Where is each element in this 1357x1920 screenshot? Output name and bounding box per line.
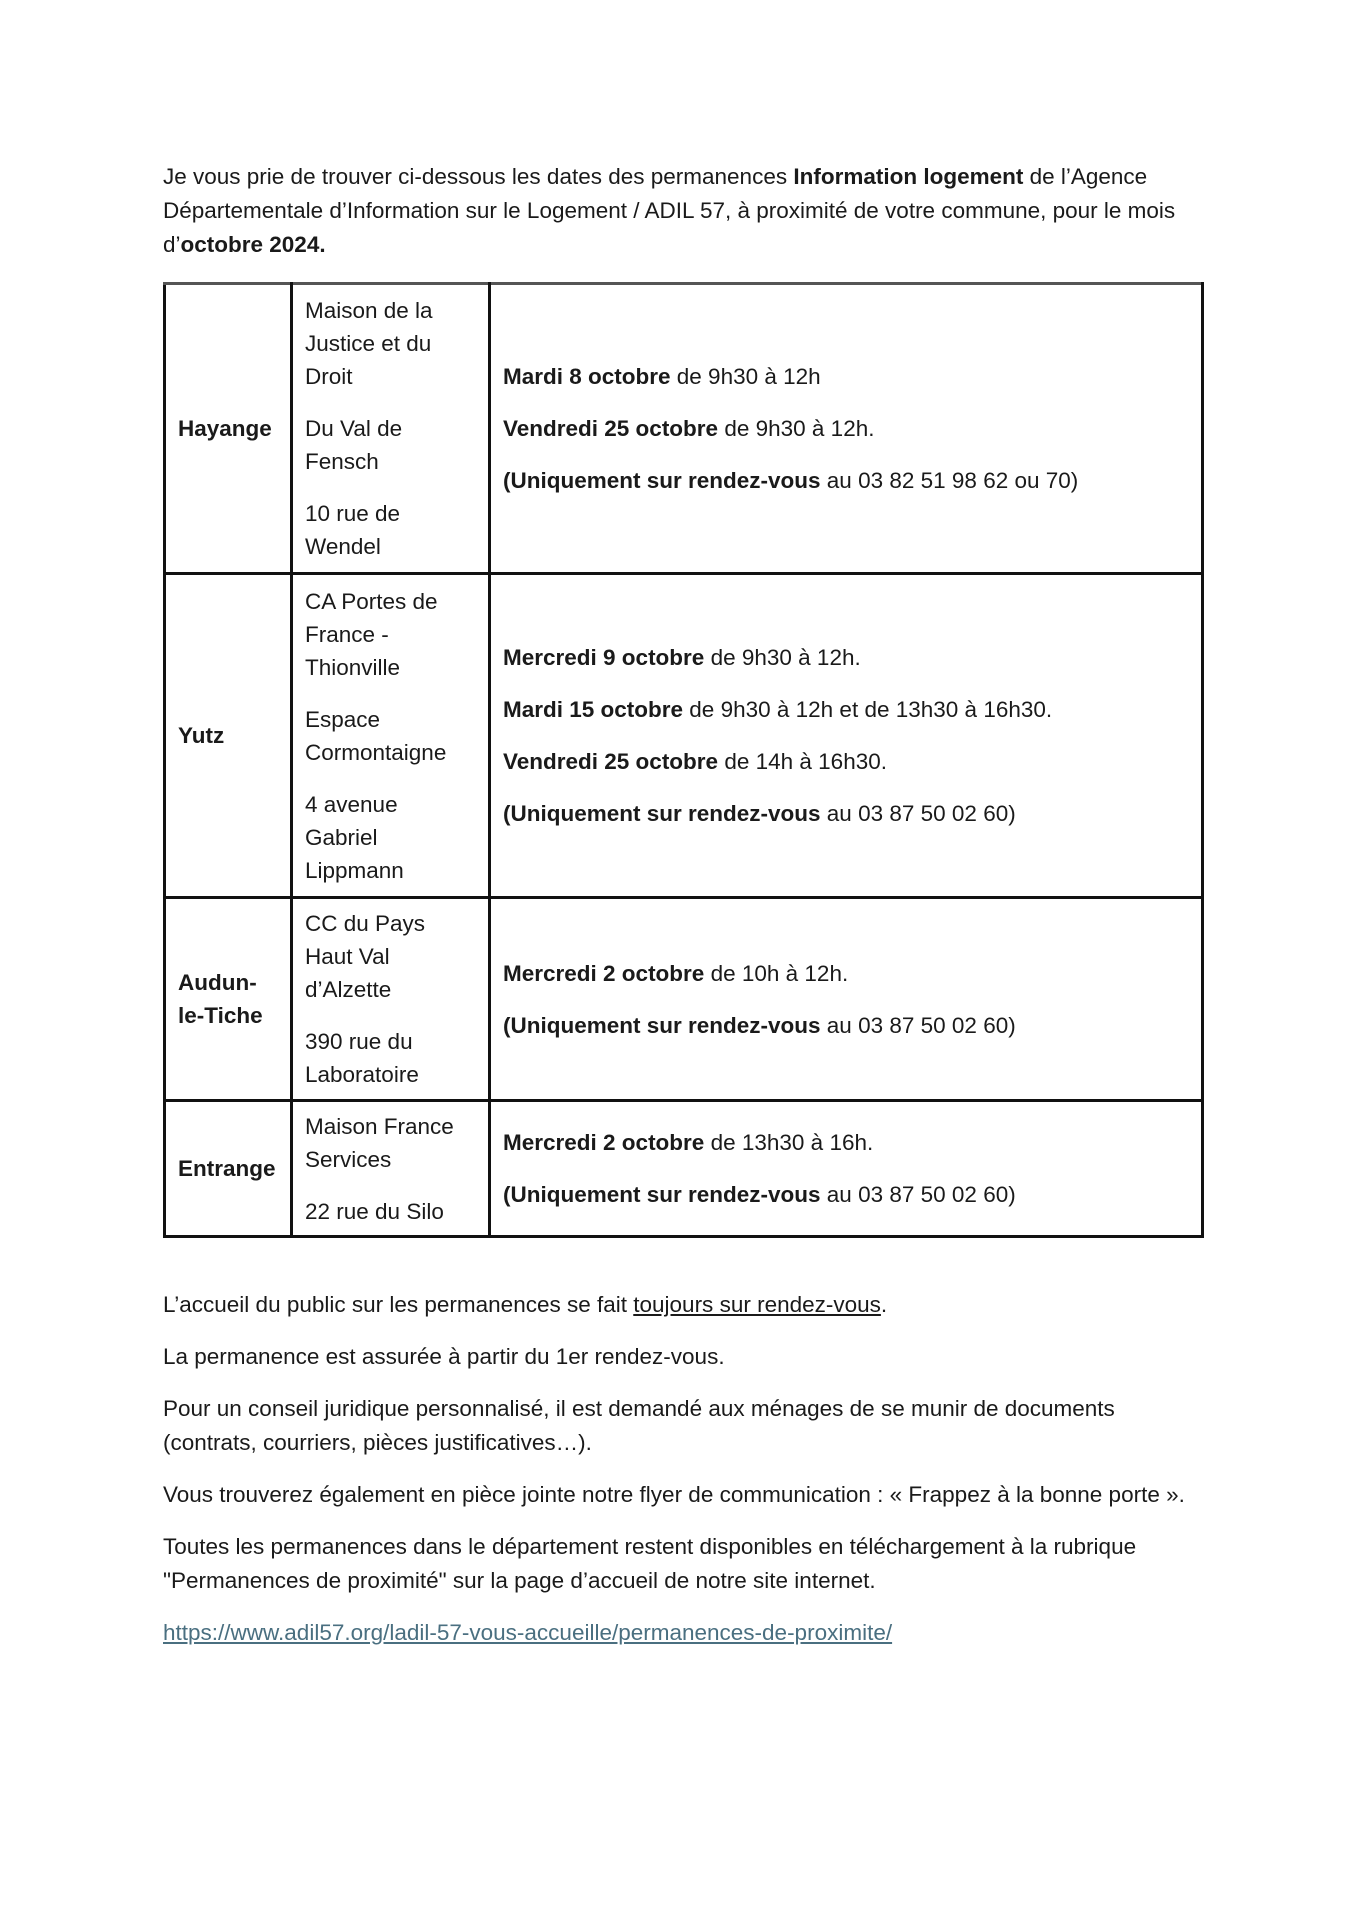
document-page bbox=[163, 160, 1204, 1668]
conseil-paragraph: Pour un conseil juridique personnalisé, il est demandé aux ménages de se munir de documents (contrats, courriers, pièces justificatives…). bbox=[163, 1396, 1115, 1455]
schedule-line bbox=[503, 745, 1189, 778]
schedule-time: de 14h à 16h30. bbox=[718, 749, 887, 774]
address-cell bbox=[292, 898, 490, 1101]
intro-text-2: de l’Agence Départementale d’Information sur le Logement / ADIL 57, à proximité de votre commune, pour le mois d’ bbox=[163, 164, 1176, 257]
schedule-date: Vendredi 25 octobre bbox=[503, 416, 719, 441]
intro-text-1: Je vous prie de trouver ci-dessous les dates des permanences bbox=[163, 164, 794, 189]
appointment-note: (Uniquement sur rendez-vous bbox=[503, 1012, 821, 1038]
permanence-paragraph: La permanence est assurée à partir du 1er rendez-vous. bbox=[163, 1344, 725, 1369]
schedule-line bbox=[503, 641, 1189, 674]
address-line: Espace Cormontaigne bbox=[305, 706, 447, 765]
schedule-line bbox=[503, 464, 1189, 497]
appointment-note: (Uniquement sur rendez-vous bbox=[503, 468, 821, 493]
accueil-paragraph bbox=[163, 1288, 1204, 1322]
intro-paragraph bbox=[163, 160, 1204, 262]
schedule-line bbox=[503, 1126, 1189, 1159]
city-cell: Entrange bbox=[165, 1101, 292, 1237]
intro-bold-2: octobre 2024. bbox=[180, 232, 326, 257]
appointment-note: (Uniquement sur rendez-vous bbox=[503, 1182, 821, 1207]
schedule-date: Mercredi 2 octobre bbox=[503, 960, 705, 986]
schedule-time: de 9h30 à 12h bbox=[670, 364, 821, 389]
schedule-line bbox=[503, 360, 1189, 393]
link-paragraph bbox=[163, 1616, 1204, 1650]
address-line: CA Portes de France - Thionville bbox=[305, 588, 438, 680]
schedule-time: de 9h30 à 12h. bbox=[718, 416, 875, 441]
appointment-note: (Uniquement sur rendez-vous bbox=[503, 801, 821, 826]
schedule-date: Mercredi 2 octobre bbox=[503, 1130, 705, 1155]
schedule-time: de 13h30 à 16h. bbox=[704, 1130, 874, 1155]
schedule-date: Mercredi 9 octobre bbox=[503, 645, 705, 670]
phone-number: au 03 82 51 98 62 ou 70) bbox=[820, 468, 1079, 493]
address-line: CC du Pays Haut Val d’Alzette bbox=[305, 911, 426, 1002]
schedule-date: Vendredi 25 octobre bbox=[503, 749, 719, 774]
phone-number: au 03 87 50 02 60) bbox=[820, 1012, 1016, 1038]
permanences-link[interactable]: https://www.adil57.org/ladil-57-vous-accueille/permanences-de-proximite/ bbox=[163, 1620, 893, 1645]
address-cell bbox=[292, 574, 490, 898]
city-cell: Yutz bbox=[165, 574, 292, 898]
schedule-line bbox=[503, 957, 1189, 990]
intro-bold-1: Information logement bbox=[793, 164, 1024, 189]
schedule-date: Mardi 15 octobre bbox=[503, 697, 684, 722]
schedule-line bbox=[503, 797, 1189, 830]
city-cell: Audun-le-Tiche bbox=[165, 898, 292, 1101]
schedule-line bbox=[503, 1009, 1189, 1042]
schedule-cell bbox=[490, 574, 1203, 898]
schedule-time: de 9h30 à 12h et de 13h30 à 16h30. bbox=[683, 697, 1053, 722]
city-cell: Hayange bbox=[165, 284, 292, 574]
address-cell bbox=[292, 284, 490, 574]
address-line: 22 rue du Silo bbox=[305, 1198, 444, 1224]
schedule-cell bbox=[490, 898, 1203, 1101]
schedule-date: Mardi 8 octobre bbox=[503, 364, 671, 389]
permanences-table bbox=[163, 282, 1204, 1238]
schedule-line bbox=[503, 412, 1189, 445]
address-line: Du Val de Fensch bbox=[305, 416, 403, 474]
schedule-line bbox=[503, 693, 1189, 726]
toutes-paragraph: Toutes les permanences dans le département restent disponibles en téléchargement à la rubrique "Permanences de proximité" sur la page d’accueil de notre site internet. bbox=[163, 1534, 1137, 1593]
table-row bbox=[165, 1101, 1203, 1237]
address-line: Maison France Services bbox=[305, 1113, 454, 1172]
schedule-cell bbox=[490, 1101, 1203, 1237]
phone-number: au 03 87 50 02 60) bbox=[820, 801, 1016, 826]
table-row bbox=[165, 284, 1203, 574]
accueil-period: . bbox=[880, 1292, 888, 1317]
schedule-time: de 9h30 à 12h. bbox=[704, 645, 861, 670]
address-line: 4 avenue Gabriel Lippmann bbox=[305, 791, 404, 883]
address-line: 390 rue du Laboratoire bbox=[305, 1029, 419, 1087]
table-row bbox=[165, 898, 1203, 1101]
address-line: Maison de la Justice et du Droit bbox=[305, 298, 433, 389]
schedule-time: de 10h à 12h. bbox=[704, 960, 849, 986]
notes-section bbox=[163, 1288, 1204, 1650]
flyer-paragraph: Vous trouverez également en pièce jointe notre flyer de communication : « Frappez à la bonne porte ». bbox=[163, 1482, 1185, 1507]
address-cell bbox=[292, 1101, 490, 1237]
phone-number: au 03 87 50 02 60) bbox=[820, 1182, 1016, 1207]
table-row bbox=[165, 574, 1203, 898]
schedule-cell bbox=[490, 284, 1203, 574]
address-line: 10 rue de Wendel bbox=[305, 501, 401, 559]
schedule-line bbox=[503, 1178, 1189, 1211]
accueil-text: L’accueil du public sur les permanences se fait bbox=[163, 1292, 634, 1317]
accueil-underlined: toujours sur rendez-vous bbox=[633, 1292, 881, 1317]
